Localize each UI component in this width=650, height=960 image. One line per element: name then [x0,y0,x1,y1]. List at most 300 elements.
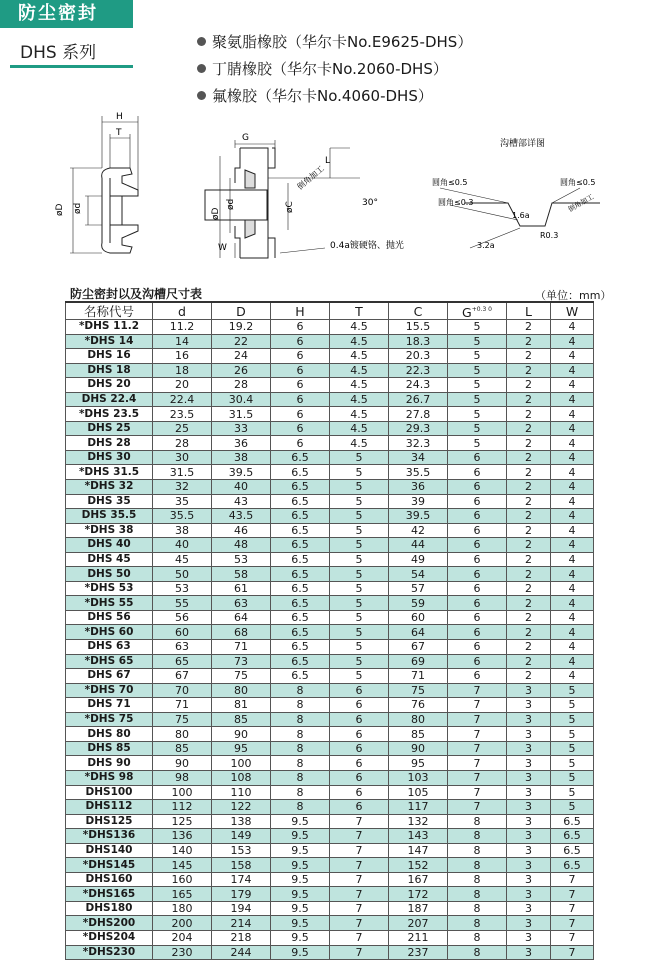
cell-value: 2 [507,567,551,582]
cell-value: 4 [551,407,594,422]
section-title: 防尘密封 [0,0,133,28]
cell-code: DHS 20 [66,378,153,393]
cell-code: *DHS200 [66,916,153,931]
cell-value: 8 [271,727,330,742]
cell-value: 5 [330,610,389,625]
cell-value: 6.5 [271,523,330,538]
cell-value: 6 [271,392,330,407]
dim-W-label: W [218,243,227,253]
table-row [66,450,594,465]
cell-value: 6.5 [271,669,330,684]
cell-value: 5 [448,363,507,378]
table-caption: 防尘密封以及沟槽尺寸表 [70,287,203,301]
table-row [66,901,594,916]
dim-od2-label: ød [226,198,236,210]
cell-value: 2 [507,378,551,393]
table-row [66,378,594,393]
cell-value: 160 [153,872,212,887]
cell-value: 4 [551,480,594,495]
cell-value: 8 [448,858,507,873]
finish-note: 0.4a镀硬铬、抛光 [330,241,404,251]
cell-value: 4 [551,538,594,553]
cell-value: 6 [448,450,507,465]
detail-r05-left: 圆角≤0.5 [432,178,468,187]
table-row [66,494,594,509]
cell-value: 5 [551,683,594,698]
cell-value: 7 [551,945,594,960]
cell-value: 211 [389,930,448,945]
series-underline [10,65,133,68]
cell-value: 6.5 [271,538,330,553]
cell-code: DHS 30 [66,450,153,465]
cell-value: 75 [153,712,212,727]
cell-value: 5 [330,552,389,567]
cell-code: DHS 50 [66,567,153,582]
cell-value: 5 [330,596,389,611]
cell-value: 153 [212,843,271,858]
cell-value: 174 [212,872,271,887]
cell-value: 207 [389,916,448,931]
cell-value: 6.5 [271,450,330,465]
cell-value: 194 [212,901,271,916]
cell-value: 3 [507,727,551,742]
table-row [66,756,594,771]
cell-value: 60 [389,610,448,625]
detail-title: 沟槽部详图 [500,139,546,149]
cell-value: 4.5 [330,407,389,422]
cell-value: 6.5 [551,858,594,873]
cell-value: 3 [507,785,551,800]
cell-value: 53 [153,581,212,596]
cell-value: 7 [330,916,389,931]
cell-value: 5 [330,654,389,669]
cell-code: *DHS 98 [66,770,153,785]
cell-value: 4 [551,421,594,436]
cell-code: *DHS 23.5 [66,407,153,422]
cell-value: 30 [153,450,212,465]
cell-value: 9.5 [271,916,330,931]
cell-value: 237 [389,945,448,960]
cell-value: 6 [271,421,330,436]
cell-value: 5 [551,800,594,815]
cell-value: 98 [153,770,212,785]
cell-value: 24 [212,349,271,364]
cell-value: 6 [271,407,330,422]
bullet-icon [197,37,206,46]
cell-value: 30.4 [212,392,271,407]
cell-value: 7 [330,887,389,902]
cell-value: 143 [389,829,448,844]
cell-value: 3 [507,858,551,873]
table-row [66,465,594,480]
cell-value: 3 [507,712,551,727]
cell-value: 67 [153,669,212,684]
cell-value: 35 [153,494,212,509]
cell-value: 23.5 [153,407,212,422]
cell-value: 7 [330,945,389,960]
col-header-H: H [271,302,330,320]
cell-value: 6 [448,596,507,611]
cell-value: 28 [153,436,212,451]
cell-code: DHS125 [66,814,153,829]
cell-value: 25 [153,421,212,436]
cell-code: DHS 22.4 [66,392,153,407]
cell-value: 6 [330,800,389,815]
cell-value: 42 [389,523,448,538]
cell-value: 4 [551,334,594,349]
table-row [66,509,594,524]
cell-value: 33 [212,421,271,436]
col-header-D: D [212,302,271,320]
table-row [66,421,594,436]
cell-value: 3 [507,800,551,815]
cell-value: 26 [212,363,271,378]
cell-value: 3 [507,930,551,945]
cell-value: 187 [389,901,448,916]
cell-value: 32 [153,480,212,495]
table-row [66,916,594,931]
cell-code: *DHS 32 [66,480,153,495]
cell-value: 7 [551,930,594,945]
cell-value: 75 [389,683,448,698]
cell-value: 7 [330,814,389,829]
cell-value: 172 [389,887,448,902]
cell-value: 6 [271,334,330,349]
cell-value: 4.5 [330,436,389,451]
cell-value: 2 [507,596,551,611]
cell-value: 3 [507,916,551,931]
col-header-G: $G^{+0.3 0}$ [448,302,507,320]
cell-value: 6.5 [271,625,330,640]
table-row [66,363,594,378]
dim-H-label: H [116,112,123,122]
cell-value: 6.5 [271,552,330,567]
cell-value: 28 [212,378,271,393]
bullet-icon [197,91,206,100]
cell-value: 75 [212,669,271,684]
cell-value: 6 [448,552,507,567]
cell-value: 39.5 [212,465,271,480]
cell-value: 71 [389,669,448,684]
cell-value: 244 [212,945,271,960]
cell-value: 4 [551,378,594,393]
cell-value: 63 [212,596,271,611]
cell-value: 2 [507,450,551,465]
cell-value: 8 [271,683,330,698]
material-list [197,32,472,113]
cell-value: 4 [551,349,594,364]
cell-value: 22.3 [389,363,448,378]
cell-value: 8 [271,712,330,727]
cell-value: 65 [153,654,212,669]
cell-value: 31.5 [212,407,271,422]
cell-code: DHS 35.5 [66,509,153,524]
cell-value: 204 [153,930,212,945]
cell-value: 7 [330,829,389,844]
cell-code: DHS 40 [66,538,153,553]
cell-value: 4 [551,494,594,509]
cell-value: 19.2 [212,320,271,335]
cell-code: *DHS 31.5 [66,465,153,480]
cell-value: 67 [389,640,448,655]
cell-value: 147 [389,843,448,858]
col-header-L: L [507,302,551,320]
cell-value: 2 [507,392,551,407]
cell-value: 6 [448,465,507,480]
cell-code: *DHS204 [66,930,153,945]
cell-value: 2 [507,421,551,436]
cell-value: 7 [551,901,594,916]
col-header-W: W [551,302,594,320]
cell-value: 4.5 [330,363,389,378]
cell-value: 60 [153,625,212,640]
cell-value: 35.5 [153,509,212,524]
table-row [66,436,594,451]
cell-value: 6 [271,378,330,393]
cell-value: 5 [330,450,389,465]
col-header-code: 名称代号 [66,302,153,320]
cell-value: 64 [212,610,271,625]
cell-value: 8 [448,930,507,945]
cell-value: 149 [212,829,271,844]
cell-code: *DHS 38 [66,523,153,538]
cell-value: 40 [212,480,271,495]
cell-value: 3 [507,814,551,829]
cell-value: 6 [271,363,330,378]
cell-value: 108 [212,770,271,785]
table-row [66,640,594,655]
table-row [66,712,594,727]
cell-value: 4 [551,654,594,669]
cell-value: 4 [551,509,594,524]
cell-value: 73 [212,654,271,669]
cell-value: 6 [448,494,507,509]
cell-value: 6.5 [271,480,330,495]
cell-code: DHS 63 [66,640,153,655]
cell-value: 5 [330,625,389,640]
cell-code: DHS100 [66,785,153,800]
cell-value: 6 [448,640,507,655]
table-row [66,349,594,364]
detail-r03: 圆角≤0.3 [438,198,474,207]
table-row [66,858,594,873]
cell-value: 6 [330,785,389,800]
cell-value: 138 [212,814,271,829]
cell-value: 2 [507,610,551,625]
cell-value: 6 [448,523,507,538]
table-row [66,625,594,640]
table-body [66,320,594,960]
cell-value: 6.5 [551,829,594,844]
table-row [66,945,594,960]
cell-value: 90 [389,741,448,756]
cell-value: 5 [551,698,594,713]
cell-value: 38 [212,450,271,465]
cell-value: 4 [551,450,594,465]
cell-value: 4.5 [330,392,389,407]
table-row [66,785,594,800]
cell-value: 6 [330,741,389,756]
cell-value: 5 [448,320,507,335]
dim-oD2-label: øD [211,207,221,220]
table-row [66,538,594,553]
cell-value: 140 [153,843,212,858]
cell-value: 20 [153,378,212,393]
cell-value: 8 [271,785,330,800]
cell-value: 7 [448,741,507,756]
cell-value: 3 [507,887,551,902]
cell-value: 8 [448,901,507,916]
cell-value: 200 [153,916,212,931]
cell-value: 6 [448,610,507,625]
cell-value: 4.5 [330,320,389,335]
cell-code: *DHS 75 [66,712,153,727]
cell-value: 3 [507,698,551,713]
table-row [66,610,594,625]
cell-value: 5 [448,392,507,407]
cell-value: 5 [551,785,594,800]
cell-value: 2 [507,640,551,655]
cell-value: 117 [389,800,448,815]
housing-section [205,148,275,258]
cell-value: 7 [448,727,507,742]
cell-value: 80 [153,727,212,742]
cell-value: 9.5 [271,945,330,960]
cell-value: 31.5 [153,465,212,480]
seal-drawing [40,108,620,283]
cell-value: 11.2 [153,320,212,335]
cell-code: *DHS 53 [66,581,153,596]
cell-code: DHS112 [66,800,153,815]
table-row [66,800,594,815]
col-header-d: d [153,302,212,320]
cell-value: 54 [389,567,448,582]
col-header-C: C [389,302,448,320]
cell-value: 6 [330,698,389,713]
cell-value: 136 [153,829,212,844]
cell-value: 2 [507,669,551,684]
cell-value: 6 [330,770,389,785]
cell-value: 38 [153,523,212,538]
cell-value: 95 [389,756,448,771]
cell-code: DHS 25 [66,421,153,436]
cell-value: 7 [330,858,389,873]
table-row [66,930,594,945]
detail-r05-right: 圆角≤0.5 [560,178,596,187]
cell-value: 59 [389,596,448,611]
cell-value: 9.5 [271,843,330,858]
cell-code: *DHS 65 [66,654,153,669]
cell-value: 5 [448,421,507,436]
cell-value: 8 [271,770,330,785]
cell-value: 5 [448,436,507,451]
cell-value: 158 [212,858,271,873]
cell-value: 85 [389,727,448,742]
cell-value: 9.5 [271,858,330,873]
cell-value: 3 [507,741,551,756]
cell-value: 5 [330,640,389,655]
cell-value: 132 [389,814,448,829]
table-row [66,334,594,349]
cell-value: 2 [507,494,551,509]
cell-value: 4 [551,669,594,684]
cell-code: DHS140 [66,843,153,858]
table-row [66,654,594,669]
cell-code: DHS 28 [66,436,153,451]
cell-value: 122 [212,800,271,815]
cell-value: 7 [448,770,507,785]
cell-value: 3 [507,770,551,785]
cell-code: DHS 35 [66,494,153,509]
cell-value: 100 [212,756,271,771]
cell-value: 214 [212,916,271,931]
dim-oD-label: øD [55,203,65,216]
table-row [66,392,594,407]
cell-value: 2 [507,654,551,669]
cell-value: 81 [212,698,271,713]
table-row [66,669,594,684]
cell-code: *DHS 55 [66,596,153,611]
cell-value: 4.5 [330,421,389,436]
cell-value: 95 [212,741,271,756]
cell-value: 3 [507,756,551,771]
cell-value: 22.4 [153,392,212,407]
detail-chamfer: 倒角加工 [567,192,596,214]
cell-value: 24.3 [389,378,448,393]
table-row [66,727,594,742]
cell-value: 68 [212,625,271,640]
cell-value: 2 [507,552,551,567]
cell-value: 8 [448,916,507,931]
cell-value: 7 [330,930,389,945]
cell-value: 6.5 [271,465,330,480]
cell-value: 165 [153,887,212,902]
table-row [66,523,594,538]
cell-value: 6 [448,654,507,669]
cell-value: 3 [507,829,551,844]
cell-value: 4 [551,523,594,538]
cell-value: 55 [153,596,212,611]
g-tolerance: +0.3 0 [471,306,492,313]
cell-value: 4 [551,465,594,480]
table-row [66,320,594,335]
cell-value: 152 [389,858,448,873]
cell-value: 9.5 [271,872,330,887]
cell-value: 70 [153,683,212,698]
cell-value: 9.5 [271,930,330,945]
cell-value: 43 [212,494,271,509]
table-header-row [66,302,594,320]
cell-value: 9.5 [271,814,330,829]
cell-value: 6.5 [271,581,330,596]
cell-value: 8 [448,872,507,887]
series-name: DHS 系列 [20,43,97,63]
table-row [66,552,594,567]
cell-value: 14 [153,334,212,349]
cell-value: 71 [212,640,271,655]
cell-value: 218 [212,930,271,945]
cell-value: 27.8 [389,407,448,422]
cell-value: 2 [507,436,551,451]
cell-value: 6.5 [271,654,330,669]
cell-value: 7 [551,887,594,902]
cell-value: 8 [448,843,507,858]
cell-value: 6.5 [271,640,330,655]
cell-value: 8 [448,945,507,960]
dim-L-label: L [325,156,331,166]
cell-value: 4 [551,552,594,567]
cell-value: 8 [448,814,507,829]
